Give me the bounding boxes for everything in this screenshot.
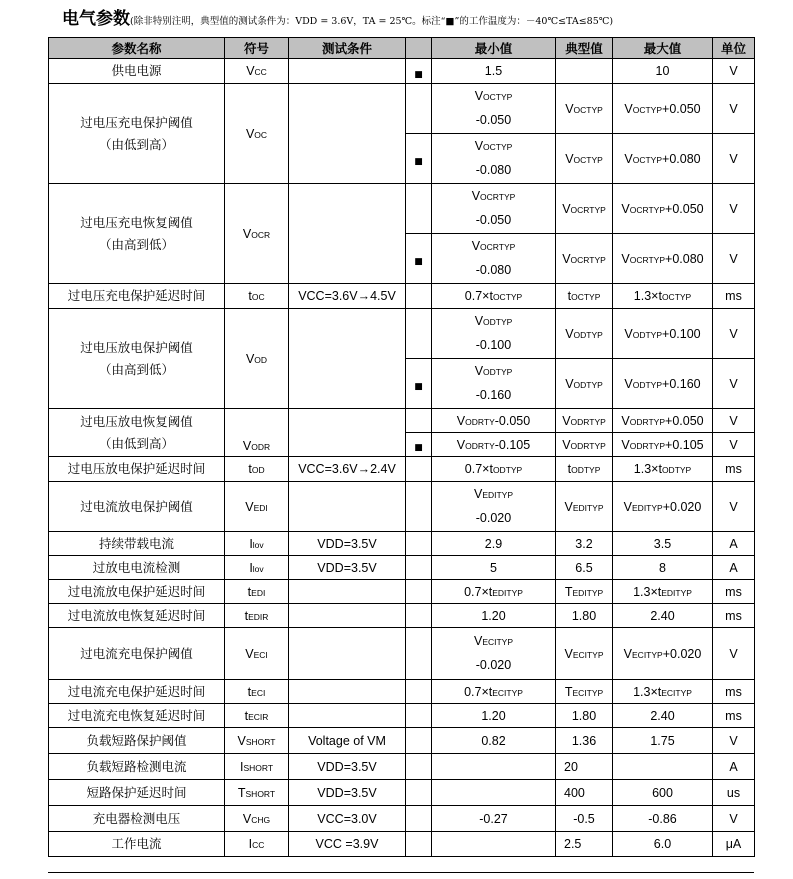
- param-symbol: tEDI: [225, 580, 289, 604]
- min-value: VODRTY-0.050: [432, 409, 556, 433]
- min-value: 2.9: [432, 532, 556, 556]
- param-symbol: tECI: [225, 680, 289, 704]
- test-condition: [289, 580, 406, 604]
- test-condition: [289, 604, 406, 628]
- table-row: [49, 284, 755, 309]
- max-value: [613, 754, 713, 780]
- unit: ms: [713, 457, 755, 482]
- test-condition: VCC=3.0V: [289, 806, 406, 832]
- header-min: 最小值: [432, 38, 556, 59]
- test-condition: Voltage of VM: [289, 728, 406, 754]
- typ-value: 20: [556, 754, 613, 780]
- temp-range-mark: [406, 84, 432, 134]
- typ-value: VODTYP: [556, 309, 613, 359]
- min-value: 1.20: [432, 604, 556, 628]
- typ-value: 1.80: [556, 704, 613, 728]
- unit: V: [713, 628, 755, 680]
- param-name: 过电压放电恢复阈值 （由低到高）: [49, 409, 225, 457]
- max-value: 600: [613, 780, 713, 806]
- min-value: 1.20: [432, 704, 556, 728]
- unit: V: [713, 59, 755, 84]
- test-condition: [289, 409, 406, 457]
- test-condition: VCC =3.9V: [289, 832, 406, 857]
- table-row: [49, 832, 755, 857]
- table-row: [49, 309, 755, 359]
- param-name: 过电流充电恢复延迟时间: [49, 704, 225, 728]
- section-title: 电气参数: [62, 9, 130, 29]
- temp-range-mark: [406, 532, 432, 556]
- header-unit: 单位: [713, 38, 755, 59]
- max-value: VODRTYP+0.050: [613, 409, 713, 433]
- param-symbol: TSHORT: [225, 780, 289, 806]
- max-value: VODRTYP+0.105: [613, 433, 713, 457]
- test-condition: VDD=3.5V: [289, 556, 406, 580]
- unit: V: [713, 359, 755, 409]
- unit: ms: [713, 580, 755, 604]
- typ-value: VECITYP: [556, 628, 613, 680]
- table-row: [49, 728, 755, 754]
- param-name: 过电压放电保护延迟时间: [49, 457, 225, 482]
- temp-range-mark: [406, 184, 432, 234]
- min-value: VOCRTYP -0.050: [432, 184, 556, 234]
- min-value: 0.7×tODTYP: [432, 457, 556, 482]
- param-name: 过电压充电恢复阈值 （由高到低）: [49, 184, 225, 284]
- param-name: 过电流放电保护延迟时间: [49, 580, 225, 604]
- param-symbol: VOCR: [225, 184, 289, 284]
- min-value: [432, 780, 556, 806]
- param-symbol: tOD: [225, 457, 289, 482]
- temp-range-mark: [406, 628, 432, 680]
- typ-value: [556, 59, 613, 84]
- typ-value: VODTYP: [556, 359, 613, 409]
- typ-value: tODTYP: [556, 457, 613, 482]
- typ-value: 1.36: [556, 728, 613, 754]
- typ-value: VOCRTYP: [556, 234, 613, 284]
- min-value: [432, 754, 556, 780]
- header-symbol: 符号: [225, 38, 289, 59]
- max-value: VOCTYP+0.050: [613, 84, 713, 134]
- max-value: 1.75: [613, 728, 713, 754]
- unit: V: [713, 84, 755, 134]
- temp-range-mark: [406, 580, 432, 604]
- param-symbol: Ilov: [225, 532, 289, 556]
- unit: μA: [713, 832, 755, 857]
- table-row: [49, 604, 755, 628]
- header-flag: [406, 38, 432, 59]
- typ-value: VODRTYP: [556, 433, 613, 457]
- param-symbol: VODR: [225, 409, 289, 457]
- param-name: 持续带载电流: [49, 532, 225, 556]
- typ-value: 1.80: [556, 604, 613, 628]
- table-row: [49, 780, 755, 806]
- param-symbol: VOC: [225, 84, 289, 184]
- temp-range-mark: [406, 806, 432, 832]
- max-value: 3.5: [613, 532, 713, 556]
- unit: A: [713, 754, 755, 780]
- typ-value: 6.5: [556, 556, 613, 580]
- test-condition: [289, 184, 406, 284]
- header-name: 参数名称: [49, 38, 225, 59]
- table-row: [49, 532, 755, 556]
- param-symbol: VCHG: [225, 806, 289, 832]
- param-name: 过电流放电恢复延迟时间: [49, 604, 225, 628]
- max-value: 1.3×tOCTYP: [613, 284, 713, 309]
- temp-range-mark: [406, 680, 432, 704]
- param-name: 供电电源: [49, 59, 225, 84]
- table-row: [49, 184, 755, 234]
- max-value: -0.86: [613, 806, 713, 832]
- param-name: 过电压充电保护阈值 （由低到高）: [49, 84, 225, 184]
- test-condition: VDD=3.5V: [289, 780, 406, 806]
- header-typ: 典型值: [556, 38, 613, 59]
- unit: A: [713, 532, 755, 556]
- min-value: VODTYP -0.100: [432, 309, 556, 359]
- test-condition: VCC=3.6V→4.5V: [289, 284, 406, 309]
- table-row: [49, 806, 755, 832]
- min-value: [432, 832, 556, 857]
- max-value: 1.3×tEDITYP: [613, 580, 713, 604]
- min-value: 1.5: [432, 59, 556, 84]
- param-name: 充电器检测电压: [49, 806, 225, 832]
- param-name: 过电流充电保护延迟时间: [49, 680, 225, 704]
- typ-value: TEDITYP: [556, 580, 613, 604]
- test-condition: [289, 84, 406, 184]
- max-value: VECITYP+0.020: [613, 628, 713, 680]
- unit: V: [713, 409, 755, 433]
- max-value: 6.0: [613, 832, 713, 857]
- typ-value: tOCTYP: [556, 284, 613, 309]
- min-value: 5: [432, 556, 556, 580]
- param-symbol: ICC: [225, 832, 289, 857]
- max-value: 2.40: [613, 604, 713, 628]
- unit: V: [713, 134, 755, 184]
- max-value: VODTYP+0.160: [613, 359, 713, 409]
- max-value: 2.40: [613, 704, 713, 728]
- header-max: 最大值: [613, 38, 713, 59]
- unit: ms: [713, 604, 755, 628]
- table-row: [49, 409, 755, 433]
- page-bottom-rule: [48, 872, 754, 873]
- table-row: [49, 556, 755, 580]
- temp-range-mark: [406, 704, 432, 728]
- typ-value: VOCRTYP: [556, 184, 613, 234]
- temp-range-mark: [406, 284, 432, 309]
- unit: ms: [713, 680, 755, 704]
- param-name: 过电流放电保护阈值: [49, 482, 225, 532]
- test-condition: [289, 309, 406, 409]
- param-name: 过电压充电保护延迟时间: [49, 284, 225, 309]
- typ-value: 3.2: [556, 532, 613, 556]
- temp-range-mark: [406, 832, 432, 857]
- typ-value: VEDITYP: [556, 482, 613, 532]
- table-header-row: [49, 38, 755, 59]
- param-name: 短路保护延迟时间: [49, 780, 225, 806]
- min-value: VOCRTYP -0.080: [432, 234, 556, 284]
- unit: ms: [713, 704, 755, 728]
- param-symbol: tOC: [225, 284, 289, 309]
- min-value: 0.7×tOCTYP: [432, 284, 556, 309]
- param-symbol: VEDI: [225, 482, 289, 532]
- param-name: 过电压放电保护阈值 （由高到低）: [49, 309, 225, 409]
- max-value: VEDITYP+0.020: [613, 482, 713, 532]
- unit: V: [713, 728, 755, 754]
- electrical-parameters-table: [48, 37, 755, 857]
- param-name: 工作电流: [49, 832, 225, 857]
- test-condition: VDD=3.5V: [289, 532, 406, 556]
- max-value: 8: [613, 556, 713, 580]
- unit: V: [713, 806, 755, 832]
- max-value: VOCRTYP+0.050: [613, 184, 713, 234]
- test-condition: [289, 628, 406, 680]
- test-condition: [289, 482, 406, 532]
- test-condition: [289, 704, 406, 728]
- section-note: (除非特别注明，典型值的测试条件为：VDD = 3.6V，TA = 25℃。标注“■”的工作温度为：－40℃≤TA≤85℃): [130, 16, 614, 27]
- min-value: 0.82: [432, 728, 556, 754]
- temp-range-mark: [406, 482, 432, 532]
- param-symbol: VECI: [225, 628, 289, 680]
- table-row: [49, 84, 755, 134]
- min-value: VEDITYP -0.020: [432, 482, 556, 532]
- min-value: 0.7×tECITYP: [432, 680, 556, 704]
- unit: us: [713, 780, 755, 806]
- typ-value: 2.5: [556, 832, 613, 857]
- param-symbol: tECIR: [225, 704, 289, 728]
- temp-range-mark: [406, 780, 432, 806]
- typ-value: VOCTYP: [556, 134, 613, 184]
- temp-range-mark: [406, 457, 432, 482]
- test-condition: VDD=3.5V: [289, 754, 406, 780]
- temp-range-mark: ■: [406, 59, 432, 84]
- min-value: -0.27: [432, 806, 556, 832]
- temp-range-mark: [406, 309, 432, 359]
- unit: V: [713, 309, 755, 359]
- min-value: VECITYP -0.020: [432, 628, 556, 680]
- param-symbol: Ilov: [225, 556, 289, 580]
- typ-value: VODRTYP: [556, 409, 613, 433]
- unit: V: [713, 234, 755, 284]
- unit: V: [713, 184, 755, 234]
- temp-range-mark: ■: [406, 433, 432, 457]
- table-row: [49, 628, 755, 680]
- max-value: VOCRTYP+0.080: [613, 234, 713, 284]
- table-row: [49, 482, 755, 532]
- temp-range-mark: ■: [406, 359, 432, 409]
- min-value: VODRTY-0.105: [432, 433, 556, 457]
- typ-value: -0.5: [556, 806, 613, 832]
- temp-range-mark: [406, 556, 432, 580]
- param-symbol: VSHORT: [225, 728, 289, 754]
- table-row: [49, 680, 755, 704]
- param-symbol: tEDIR: [225, 604, 289, 628]
- param-name: 负载短路检测电流: [49, 754, 225, 780]
- min-value: VODTYP -0.160: [432, 359, 556, 409]
- temp-range-mark: [406, 728, 432, 754]
- test-condition: [289, 680, 406, 704]
- unit: A: [713, 556, 755, 580]
- param-name: 负载短路保护阈值: [49, 728, 225, 754]
- typ-value: 400: [556, 780, 613, 806]
- temp-range-mark: [406, 604, 432, 628]
- temp-range-mark: [406, 409, 432, 433]
- table-row: [49, 754, 755, 780]
- temp-range-mark: ■: [406, 134, 432, 184]
- param-name: 过电流充电保护阈值: [49, 628, 225, 680]
- param-symbol: ISHORT: [225, 754, 289, 780]
- max-value: VODTYP+0.100: [613, 309, 713, 359]
- temp-range-mark: [406, 754, 432, 780]
- param-symbol: VOD: [225, 309, 289, 409]
- min-value: VOCTYP -0.050: [432, 84, 556, 134]
- min-value: 0.7×tEDITYP: [432, 580, 556, 604]
- test-condition: [289, 59, 406, 84]
- min-value: VOCTYP -0.080: [432, 134, 556, 184]
- typ-value: TECITYP: [556, 680, 613, 704]
- max-value: 1.3×tECITYP: [613, 680, 713, 704]
- header-condition: 测试条件: [289, 38, 406, 59]
- max-value: 1.3×tODTYP: [613, 457, 713, 482]
- table-row: [49, 59, 755, 84]
- param-name: 过放电电流检测: [49, 556, 225, 580]
- max-value: 10: [613, 59, 713, 84]
- unit: V: [713, 433, 755, 457]
- section-heading: [62, 4, 613, 29]
- table-row: [49, 457, 755, 482]
- table-row: [49, 704, 755, 728]
- param-symbol: VCC: [225, 59, 289, 84]
- table-row: [49, 580, 755, 604]
- unit: V: [713, 482, 755, 532]
- test-condition: VCC=3.6V→2.4V: [289, 457, 406, 482]
- typ-value: VOCTYP: [556, 84, 613, 134]
- max-value: VOCTYP+0.080: [613, 134, 713, 184]
- unit: ms: [713, 284, 755, 309]
- temp-range-mark: ■: [406, 234, 432, 284]
